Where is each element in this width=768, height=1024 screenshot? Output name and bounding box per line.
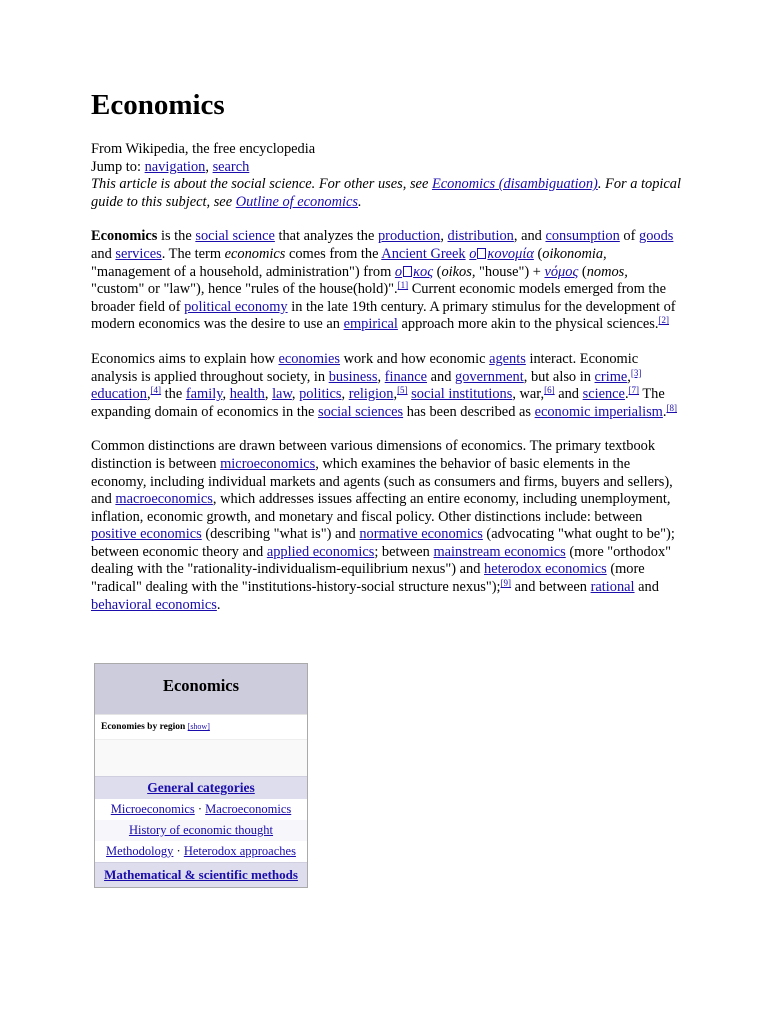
- greek-text: κος: [413, 263, 434, 280]
- text: the: [161, 386, 186, 403]
- text: , and: [513, 228, 546, 245]
- text: ,: [440, 228, 448, 245]
- disambiguation-link[interactable]: Economics (disambiguation): [431, 176, 598, 193]
- link-microeconomics[interactable]: microeconomics: [220, 455, 316, 472]
- link-services[interactable]: services: [115, 245, 162, 262]
- microeconomics-link[interactable]: Microeconomics: [110, 802, 195, 816]
- link-family[interactable]: family: [185, 386, 223, 403]
- text: that analyzes the: [274, 228, 378, 245]
- text: , which examines the behavior of basic elements in the economy, including individual markets and agents (such as consumers and firms, buyers and sellers), and: [91, 455, 673, 508]
- link-politics[interactable]: politics: [299, 386, 342, 403]
- text: "house") +: [475, 263, 545, 280]
- navbox-title: Economics: [95, 664, 307, 714]
- separator-dot: ·: [197, 802, 203, 816]
- link-empirical[interactable]: empirical: [343, 316, 398, 333]
- text: ,: [222, 386, 230, 403]
- navbox-row: [95, 799, 307, 820]
- text: , but also in: [523, 368, 595, 385]
- text: ,: [393, 386, 398, 403]
- methodology-link[interactable]: Methodology: [106, 844, 174, 858]
- search-link[interactable]: search: [212, 158, 250, 175]
- link-production[interactable]: production: [377, 228, 441, 245]
- text: .: [216, 596, 221, 613]
- link-law[interactable]: law: [272, 386, 292, 403]
- text: ,: [146, 386, 151, 403]
- text: (advocating "what ought to be"); between economic theory and: [91, 526, 675, 560]
- text: ,: [264, 386, 273, 403]
- link-health[interactable]: health: [229, 386, 265, 403]
- text: and: [554, 386, 583, 403]
- hatnote-text-2: . For a topical guide to this subject, see: [91, 176, 681, 210]
- history-of-economic-thought-link[interactable]: History of economic thought: [128, 823, 274, 837]
- text: "custom" or "law"), hence "rules of the house(hold)".: [91, 281, 398, 298]
- outline-link[interactable]: Outline of economics: [235, 193, 358, 210]
- jump-to-line: [91, 159, 681, 177]
- from-wikipedia-line: From Wikipedia, the free encyclopedia: [91, 141, 316, 157]
- macroeconomics-link[interactable]: Macroeconomics: [205, 802, 292, 816]
- missing-glyph-icon: [403, 266, 412, 277]
- text: (describing "what is") and: [201, 526, 360, 543]
- link-religion[interactable]: religion: [348, 386, 394, 403]
- text: and: [634, 579, 659, 596]
- missing-glyph-icon: [477, 248, 486, 259]
- text: .: [624, 386, 629, 403]
- italic-oikos: oikos,: [441, 263, 476, 280]
- greek-text: ο: [394, 263, 403, 280]
- link-political-economy[interactable]: political economy: [184, 298, 288, 315]
- link-rational[interactable]: rational: [590, 579, 635, 596]
- link-social-institutions[interactable]: social institutions: [411, 386, 513, 403]
- link-economies[interactable]: economies: [278, 350, 340, 367]
- text: (: [533, 245, 543, 262]
- jump-comma: ,: [205, 158, 209, 175]
- citation-7[interactable]: [7]: [628, 385, 640, 396]
- link-science[interactable]: science: [582, 386, 625, 403]
- text: "management of a household, administration") from: [91, 263, 395, 280]
- show-toggle-link[interactable]: [show]: [187, 722, 210, 731]
- citation-4[interactable]: [4]: [150, 385, 162, 396]
- text: . The term: [161, 245, 225, 262]
- navbox-category-header: [95, 862, 307, 887]
- link-goods[interactable]: goods: [639, 228, 674, 245]
- article-body: [91, 141, 681, 614]
- navigation-link[interactable]: navigation: [144, 158, 206, 175]
- citation-5[interactable]: [5]: [397, 385, 408, 396]
- text: has been described as: [403, 403, 535, 420]
- text: (: [433, 263, 442, 280]
- text: is the: [157, 228, 196, 245]
- text: Current economic models emerged from the broader field of: [91, 281, 666, 315]
- link-social-sciences[interactable]: social sciences: [318, 403, 404, 420]
- link-finance[interactable]: finance: [384, 368, 428, 385]
- link-mainstream-economics[interactable]: mainstream economics: [433, 543, 566, 560]
- hatnote-text-1: This article is about the social science. For other uses, see: [91, 176, 429, 193]
- italic-oikonomia: oikonomia,: [542, 245, 607, 262]
- link-behavioral-economics[interactable]: behavioral economics: [91, 596, 217, 613]
- text: ,: [291, 386, 300, 403]
- navbox-row: [95, 820, 307, 841]
- text: ,: [627, 368, 631, 385]
- jump-to-label: Jump to:: [91, 158, 141, 175]
- italic-nomos: nomos,: [586, 263, 628, 280]
- citation-1[interactable]: [1]: [397, 280, 409, 291]
- separator-dot: ·: [176, 844, 181, 858]
- text: (more "orthodox" dealing with the "rationality-individualism-equilibrium nexus") and: [91, 543, 672, 578]
- link-ancient-greek[interactable]: Ancient Greek: [381, 245, 466, 262]
- bold-term: Economics: [91, 228, 158, 245]
- link-normative-economics[interactable]: normative economics: [359, 526, 483, 543]
- text: , war,: [512, 386, 545, 403]
- greek-text: ο: [469, 245, 477, 262]
- text: , which addresses issues affecting an entire economy, including unemployment, inflation, economic growth, and monetary and fiscal policy. Other distinctions include: between: [91, 491, 671, 525]
- general-categories-link[interactable]: General categories: [147, 780, 255, 795]
- citation-9[interactable]: [9]: [500, 578, 512, 589]
- text: interact. Economic analysis is applied throughout society, in: [91, 350, 639, 385]
- mathematical-methods-link[interactable]: Mathematical & scientific methods: [104, 867, 298, 882]
- link-heterodox-economics[interactable]: heterodox economics: [484, 561, 607, 578]
- link-business[interactable]: business: [328, 368, 378, 385]
- italic-economics: economics: [224, 245, 286, 262]
- region-label: Economies by region: [101, 722, 186, 732]
- text: and between: [511, 579, 591, 596]
- text: and: [427, 368, 455, 385]
- link-applied-economics[interactable]: applied economics: [266, 543, 375, 560]
- text: Common distinctions are drawn between various dimensions of economics. The primary textbook distinction is between: [91, 438, 656, 472]
- text: in the late 19th century. A primary stimulus for the development of modern economics was the desire to use an: [91, 298, 676, 333]
- link-agents[interactable]: agents: [489, 350, 526, 367]
- navbox-row: [95, 841, 307, 862]
- text: approach more akin to the physical sciences.: [397, 316, 659, 333]
- hatnote: [91, 176, 681, 211]
- link-economic-imperialism[interactable]: economic imperialism: [534, 403, 663, 420]
- link-greek-oikonomia[interactable]: [469, 246, 534, 262]
- link-macroeconomics[interactable]: macroeconomics: [115, 491, 213, 508]
- link-distribution[interactable]: distribution: [447, 228, 514, 245]
- link-education[interactable]: education: [91, 386, 147, 403]
- text: and: [91, 245, 116, 262]
- paragraph-3: [91, 438, 681, 614]
- text: ,: [341, 386, 349, 403]
- text: Economics aims to explain how: [91, 350, 279, 367]
- citation-8[interactable]: [8]: [666, 402, 677, 413]
- link-social-science[interactable]: social science: [195, 228, 275, 245]
- text: of: [619, 228, 640, 245]
- heterodox-approaches-link[interactable]: Heterodox approaches: [183, 844, 296, 858]
- text: comes from the: [285, 245, 382, 262]
- hatnote-end: .: [358, 193, 362, 210]
- link-crime[interactable]: crime: [594, 368, 628, 385]
- navbox-collapsed-area: [95, 739, 307, 776]
- paragraph-1: [91, 228, 681, 334]
- text: (more "radical" dealing with the "institutions-history-social structure nexus");: [91, 561, 645, 596]
- text: (: [578, 263, 587, 280]
- citation-3[interactable]: [3]: [630, 367, 642, 378]
- link-consumption[interactable]: consumption: [545, 228, 620, 245]
- link-positive-economics[interactable]: positive economics: [91, 526, 202, 543]
- economics-navbox: [94, 663, 308, 888]
- text: ; between: [374, 543, 434, 560]
- link-government[interactable]: government: [455, 368, 524, 385]
- text: ,: [377, 368, 385, 385]
- navbox-category-header: [95, 776, 307, 799]
- text: .: [662, 403, 667, 420]
- link-greek-nomos[interactable]: νόμος: [544, 263, 579, 280]
- greek-text: κονομία: [487, 245, 534, 262]
- paragraph-2: [91, 351, 681, 421]
- article-title: Economics: [91, 89, 225, 121]
- text: The expanding domain of economics in the: [91, 386, 665, 420]
- text: work and how economic: [340, 350, 490, 367]
- citation-2[interactable]: [2]: [658, 315, 669, 326]
- link-greek-oikos[interactable]: [395, 264, 433, 280]
- citation-6[interactable]: [6]: [544, 385, 555, 396]
- navbox-region-row: [95, 714, 307, 739]
